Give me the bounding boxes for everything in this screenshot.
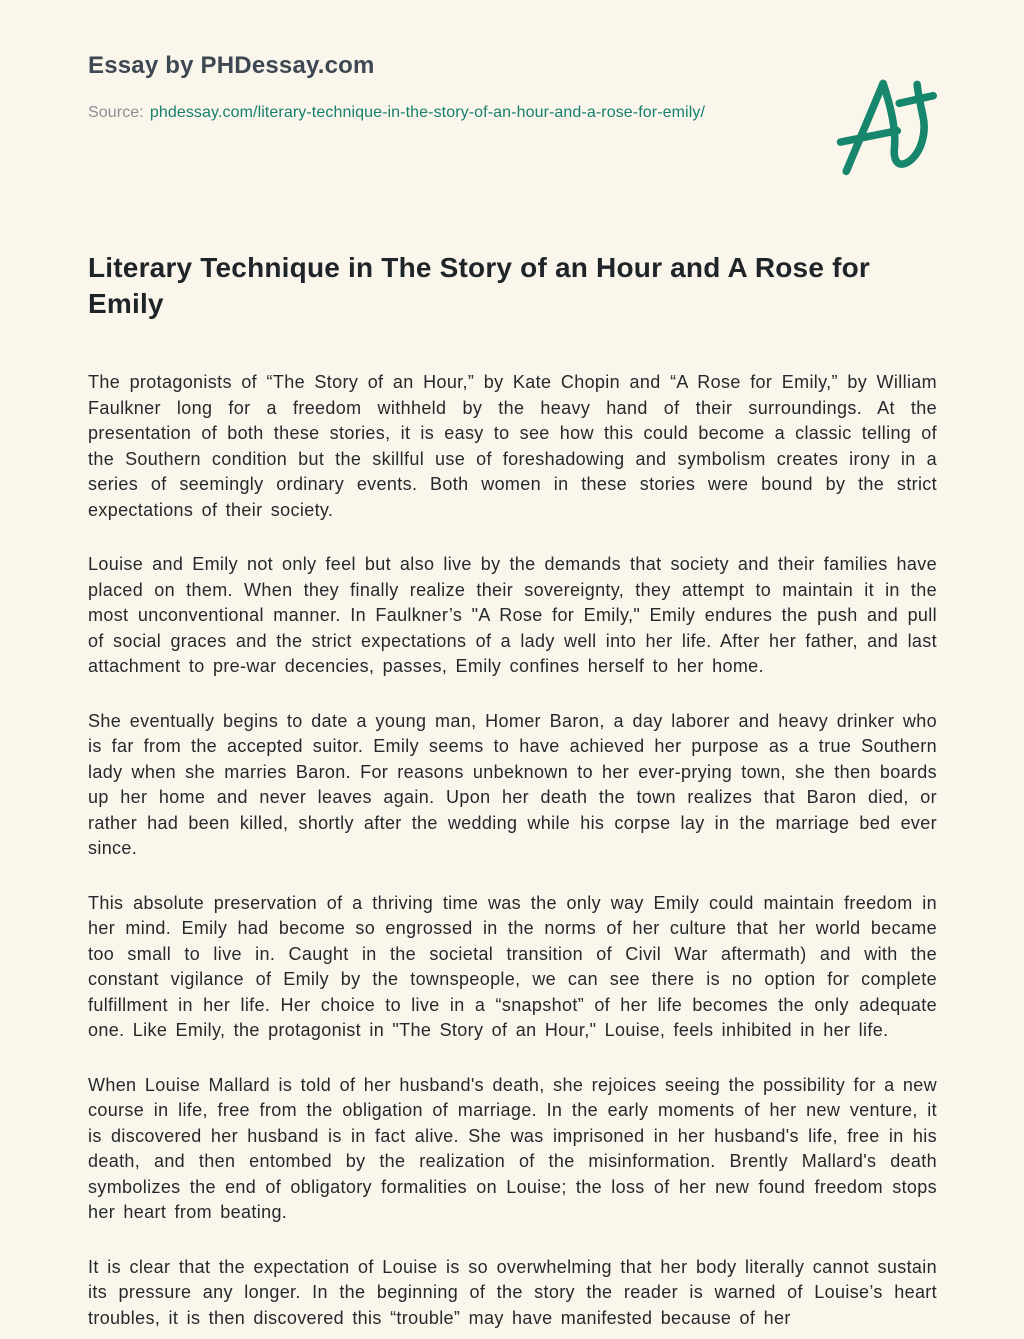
essay-paragraph: This absolute preservation of a thriving time was the only way Emily could maintain freedom in her mind. Emily had become so engrossed in the norms of her culture that her world became too small to live in. Caught in the societal transition of Civil War aftermath) and with the constant vigilance of Emily by the townspeople, we can see there is no option for complete fulfillment in her life. Her choice to live in a “snapshot” of her life becomes the only adequate one. Like Emily, the protagonist in "The Story of an Hour," Louise, feels inhibited in her life. <box>88 892 937 1040</box>
header-text-block <box>88 50 705 122</box>
source-label: Source: <box>88 104 144 121</box>
essay-paragraph: She eventually begins to date a young man, Homer Baron, a day laborer and heavy drinker who is far from the accepted suitor. Emily seems to have achieved her purpose as a true Southern lady when she marries Baron. For reasons unbeknown to her ever-prying town, she then boards up her home and never leaves again. Upon her death the town realizes that Baron died, or rather had been killed, shortly after the wedding while his corpse lay in the marriage bed ever since. <box>88 710 937 858</box>
essay-paragraph: It is clear that the expectation of Louise is so overwhelming that her body literally cannot sustain its pressure any longer. In the beginning of the story the reader is warned of Louise’s heart troubles, it is then discovered this “trouble” may have manifested because of her <box>88 1256 937 1328</box>
page-header <box>88 50 937 178</box>
source-line <box>88 104 705 122</box>
site-title: Essay by PHDessay.com <box>88 52 375 79</box>
essay-title: Literary Technique in The Story of an Hour and A Rose for Emily <box>88 252 871 319</box>
source-url-link[interactable]: phdessay.com/literary-technique-in-the-story-of-an-hour-and-a-rose-for-emily/ <box>149 104 706 121</box>
essay-body <box>88 370 937 1331</box>
a-plus-logo-icon <box>833 74 937 178</box>
essay-paragraph: Louise and Emily not only feel but also live by the demands that society and their families have placed on them. When they finally realize their sovereignty, they attempt to maintain it in the most unconventional manner. In Faulkner’s "A Rose for Emily," Emily endures the push and pull of social graces and the strict expectations of a lady well into her life. After her father, and last attachment to pre-war decencies, passes, Emily confines herself to her home. <box>88 554 937 676</box>
essay-paragraph: When Louise Mallard is told of her husband's death, she rejoices seeing the possibility for a new course in life, free from the obligation of marriage. In the early moments of her new venture, it is discovered her husband is in fact alive. She was imprisoned in her husband's life, free in his death, and then entombed by the realization of the misinformation. Brently Mallard's death symbolizes the end of obligatory formalities on Louise; the loss of her new found freedom stops her heart from beating. <box>88 1074 937 1222</box>
essay-paragraph: The protagonists of “The Story of an Hour,” by Kate Chopin and “A Rose for Emily,” by William Faulkner long for a freedom withheld by the heavy hand of their surroundings. At the presentation of both these stories, it is easy to see how this could become a classic telling of the Southern condition but the skillful use of foreshadowing and symbolism creates irony in a series of seemingly ordinary events. Both women in these stories were bound by the strict expectations of their society. <box>88 372 937 520</box>
